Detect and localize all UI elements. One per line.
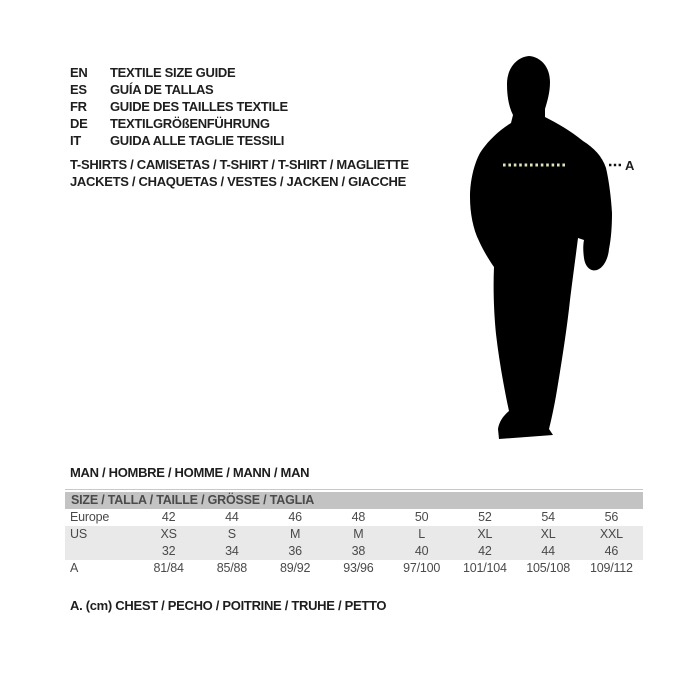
table-cell: 48: [351, 510, 366, 524]
language-label: GUIDE DES TAILLES TEXTILE: [110, 99, 288, 114]
language-code: DE: [70, 116, 88, 131]
table-cell: 36: [288, 544, 302, 558]
size-table-header: SIZE / TALLA / TAILLE / GRÖSSE / TAGLIA: [65, 492, 643, 509]
table-cell: 85/88: [216, 561, 248, 575]
table-cell: M: [290, 527, 301, 541]
table-cell: 38: [351, 544, 366, 558]
language-title-list: [70, 64, 288, 149]
table-cell: 81/84: [153, 561, 184, 575]
table-cell: 46: [288, 510, 302, 524]
table-cell: 101/104: [462, 561, 507, 575]
language-row: [70, 115, 288, 132]
section-title-man: MAN / HOMBRE / HOMME / MANN / MAN: [70, 465, 310, 480]
language-row: [70, 81, 288, 98]
table-cell: 93/96: [343, 561, 374, 575]
language-label: TEXTILE SIZE GUIDE: [110, 65, 236, 80]
table-cell: 105/108: [526, 561, 571, 575]
man-silhouette-shape: [470, 56, 612, 439]
table-cell: 34: [225, 544, 239, 558]
measurement-footnote: A. (cm) CHEST / PECHO / POITRINE / TRUHE / PETTO: [70, 598, 387, 613]
language-row: [70, 64, 288, 81]
table-cell: 52: [478, 510, 492, 524]
table-cell: XL: [477, 527, 493, 541]
language-label: GUÍA DE TALLAS: [110, 82, 214, 97]
table-cell: 44: [541, 544, 555, 558]
table-cell: 109/112: [589, 561, 633, 575]
language-code: EN: [70, 65, 88, 80]
language-code: IT: [70, 133, 81, 148]
table-cell: XL: [540, 527, 556, 541]
table-row-us-numeric: [65, 543, 643, 560]
table-cell: L: [418, 527, 425, 541]
table-cell: 42: [478, 544, 492, 558]
row-label: A: [70, 561, 79, 575]
table-cell: 56: [604, 510, 619, 524]
table-top-divider: [65, 489, 643, 490]
language-code: ES: [70, 82, 87, 97]
category-tshirts: T-SHIRTS / CAMISETAS / T-SHIRT / T-SHIRT / MAGLIETTE: [70, 157, 409, 172]
size-table: [65, 489, 643, 577]
table-cell: 89/92: [279, 561, 311, 575]
table-row-europe: [65, 509, 643, 526]
row-label: US: [70, 527, 87, 541]
category-jackets: JACKETS / CHAQUETAS / VESTES / JACKEN / GIACCHE: [70, 174, 406, 189]
table-cell: 42: [161, 510, 176, 524]
table-row-us-letter: [65, 526, 643, 543]
table-cell: 46: [604, 544, 619, 558]
measurement-figure: [453, 52, 645, 444]
garment-categories: [70, 156, 409, 190]
measure-a-label: A: [625, 158, 635, 173]
language-row: [70, 132, 288, 149]
row-label: [65, 543, 137, 560]
table-cell: 54: [541, 510, 555, 524]
language-row: [70, 98, 288, 115]
table-cell: 44: [225, 510, 239, 524]
table-cell: XS: [160, 527, 177, 541]
man-silhouette-figure: [453, 52, 645, 444]
language-code: FR: [70, 99, 87, 114]
language-label: GUIDA ALLE TAGLIE TESSILI: [110, 133, 285, 148]
table-cell: XXL: [599, 527, 623, 541]
table-cell: 32: [161, 544, 176, 558]
table-cell: 40: [414, 544, 429, 558]
table-cell: 97/100: [403, 561, 441, 575]
table-row-chest-cm: [65, 560, 643, 577]
table-cell: 50: [414, 510, 429, 524]
table-cell: S: [227, 527, 236, 541]
row-label: Europe: [70, 510, 110, 524]
language-label: TEXTILGRÖßENFÜHRUNG: [110, 116, 270, 131]
table-cell: M: [353, 527, 364, 541]
